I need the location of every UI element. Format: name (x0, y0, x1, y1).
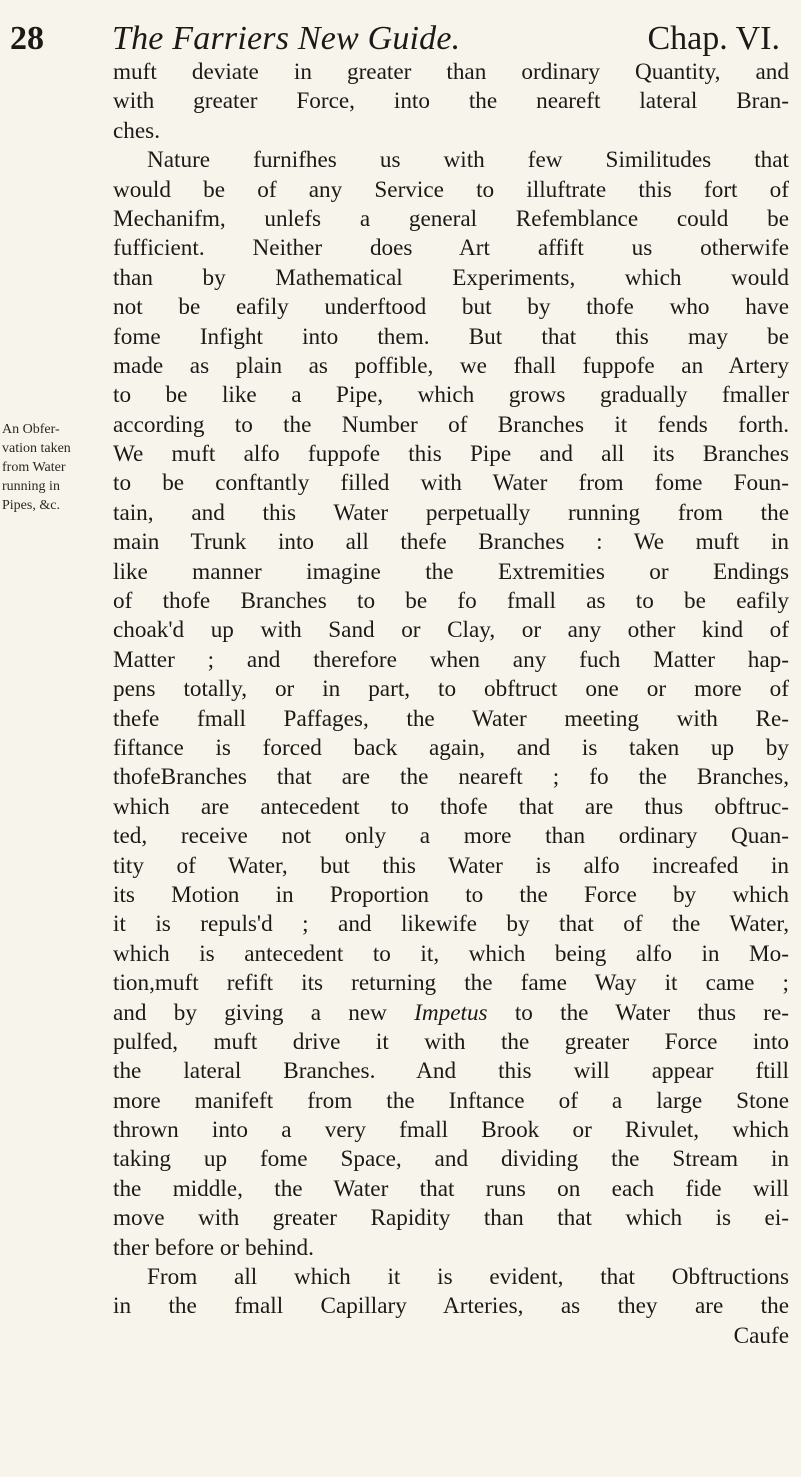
text-line: would be of any Service to illuftrate this fort of (113, 176, 789, 203)
text-line: ches. (113, 117, 160, 144)
text-line: muft deviate in greater than ordinary Quantity, and (113, 59, 789, 85)
body-text (113, 58, 789, 1351)
text-line: tity of Water, but this Water is alfo increafed in (113, 852, 789, 879)
text-line: of thofe Branches to be fo fmall as to be eafily (113, 588, 789, 615)
text-line: taking up fome Space, and dividing the Stream in (113, 1146, 789, 1173)
margin-note: An Obfer- vation taken from Water running in Pipes, &c. (2, 422, 71, 513)
text-line: tain, and this Water perpetually running from the (113, 499, 789, 526)
chapter-label: Chap. VI. (647, 20, 780, 57)
running-title: The Farriers New Guide. (112, 20, 461, 57)
text-line: move with greater Rapidity than that which is ei- (113, 1205, 789, 1232)
text-line: Caufe (733, 1322, 789, 1349)
text-line: more manifeft from the Inftance of a large Stone (113, 1087, 789, 1114)
text-line: main Trunk into all thefe Branches : We muft in (113, 529, 789, 556)
text-line: ther before or behind. (113, 1234, 314, 1261)
text-line: the lateral Branches. And this will appear ftill (113, 1058, 789, 1085)
text-line: fiftance is forced back again, and is taken up by (113, 734, 789, 761)
text-line: it is repuls'd ; and likewife by that of the Water, (113, 911, 789, 938)
text-line: pulfed, muft drive it with the greater Force into (113, 1028, 789, 1055)
text-line: to be like a Pipe, which grows gradually fmaller (113, 382, 789, 409)
page-number: 28 (10, 20, 44, 57)
text-line: ted, receive not only a more than ordinary Quan- (113, 823, 789, 850)
text-line: in the fmall Capillary Arteries, as they are the (113, 1293, 789, 1320)
text-line: not be eafily underftood but by thofe who have (113, 294, 789, 321)
text-line: according to the Number of Branches it fends forth. (113, 411, 789, 438)
text-line: thofeBranches that are the neareft ; fo the Branches, (113, 764, 789, 791)
text-line: Nature furnifhes us with few Similitudes that (147, 147, 789, 174)
text-line: than by Mathematical Experiments, which would (113, 264, 789, 291)
text-line: From all which it is evident, that Obftructions (147, 1264, 789, 1291)
text-line: made as plain as poffible, we fhall fuppofe an Artery (113, 352, 789, 379)
text-line: which is antecedent to it, which being alfo in Mo- (113, 940, 789, 967)
text-line: pens totally, or in part, to obftruct one or more of (113, 676, 789, 703)
text-line: choak'd up with Sand or Clay, or any other kind of (113, 617, 789, 644)
text-line: We muft alfo fuppofe this Pipe and all its Branches (113, 441, 789, 468)
text-line: Mechanifm, unlefs a general Refemblance could be (113, 205, 789, 232)
text-line: with greater Force, into the neareft lateral Bran- (113, 88, 789, 115)
italic-term: Impetus (414, 999, 488, 1026)
text-line: which are antecedent to thofe that are thus obftruc- (113, 793, 789, 820)
text-line: thrown into a very fmall Brook or Rivulet, which (113, 1117, 789, 1144)
text-line: its Motion in Proportion to the Force by which (113, 881, 789, 908)
text-line: tion,muft refift its returning the fame Way it came ; (113, 970, 789, 997)
text-line: fome Infight into them. But that this may be (113, 323, 789, 350)
text-line: Matter ; and therefore when any fuch Matter hap- (113, 646, 789, 673)
text-line: fufficient. Neither does Art affift us otherwife (113, 235, 789, 262)
text-line: the middle, the Water that runs on each fide will (113, 1175, 789, 1202)
text-line: to be conftantly filled with Water from fome Foun- (113, 470, 789, 497)
text-line: thefe fmall Paffages, the Water meeting with Re- (113, 705, 789, 732)
text-line: like manner imagine the Extremities or Endings (113, 558, 789, 585)
text-line: and by giving a new Impetus to the Water thus re- (113, 999, 789, 1026)
